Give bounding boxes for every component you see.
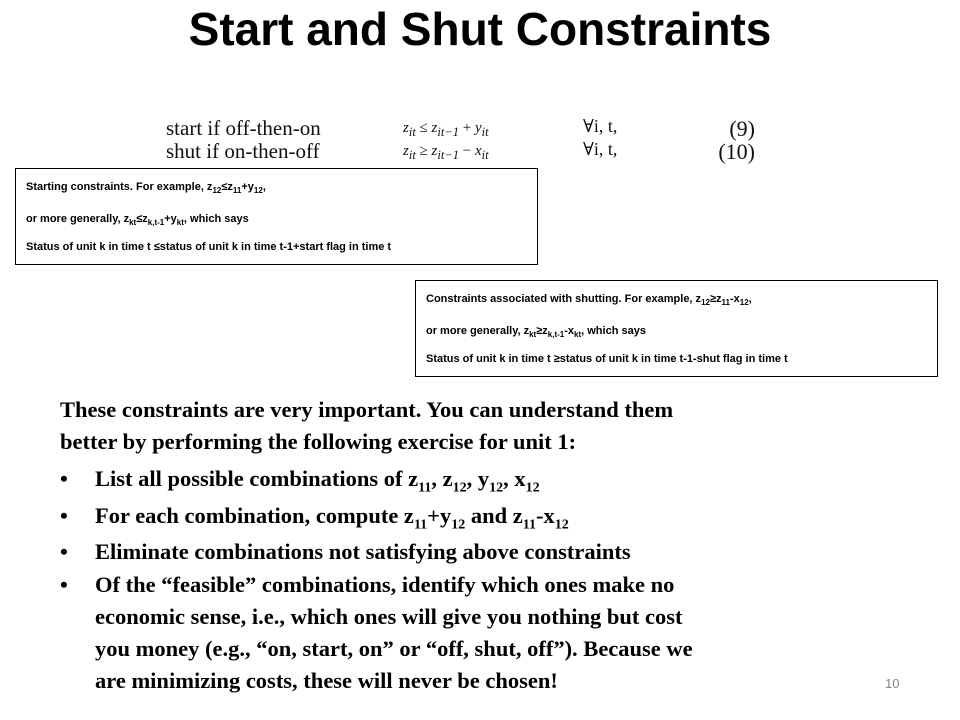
shut-callout-line-2: or more generally, $z_{kt}\ge z_{k,t-1}-x_{kt}$, which says: [426, 325, 646, 340]
bullet-marker: •: [60, 572, 68, 597]
bullet-text: [95, 569, 693, 697]
equation-10-formula: $z_{it} \ge z_{it-1} - x_{it}$: [403, 143, 489, 162]
shut-constraints-callout: [415, 280, 938, 377]
shut-callout-line-1: Constraints associated with shutting. For example, $z_{12}\ge z_{11}-x_{12}$,: [426, 293, 752, 308]
start-constraints-callout: [15, 168, 538, 265]
bullet-marker: •: [60, 539, 68, 564]
start-callout-line-3: Status of unit k in time t ≤status of unit k in time t-1+start flag in time t: [26, 241, 392, 253]
intro-paragraph: [60, 394, 673, 458]
slide-title: Start and Shut Constraints: [188, 3, 772, 55]
bullet-text: Eliminate combinations not satisfying above constraints: [95, 539, 631, 564]
bullet-line-1: Of the “feasible” combinations, identify which ones make no: [95, 572, 675, 597]
equation-9-forall: ∀i, t,: [583, 116, 618, 136]
equation-10-number: (10): [718, 139, 755, 164]
intro-line-1: These constraints are very important. You can understand them: [60, 397, 674, 422]
equation-9-formula: $z_{it} \le z_{it-1} + y_{it}$: [403, 120, 489, 139]
intro-line-2: better by performing the following exercise for unit 1:: [60, 429, 577, 454]
equation-9-number: (9): [729, 116, 755, 141]
shut-callout-line-3: Status of unit k in time t ≥status of unit k in time t-1-shut flag in time t: [426, 353, 788, 365]
bullet-line-2: economic sense, i.e., which ones will give you nothing but cost: [95, 604, 683, 629]
bullet-marker: •: [60, 503, 68, 528]
bullet-line-3: you money (e.g., “on, start, on” or “off, shut, off”). Because we: [95, 636, 693, 661]
start-callout-line-2: or more generally, $z_{kt}\le z_{k,t-1}+y_{kt}$, which says: [26, 213, 249, 228]
equation-10-label: shut if on-then-off: [166, 139, 320, 163]
bullet-text: For each combination, compute $z_{11}+y_{12}$ and $z_{11}-x_{12}$: [95, 503, 569, 533]
page-number: 10: [885, 676, 900, 691]
bullet-text: List all possible combinations of $z_{11}$, $z_{12}$, $y_{12}$, $x_{12}$: [95, 466, 540, 496]
bullet-line-4: are minimizing costs, these will never be chosen!: [95, 668, 558, 693]
equation-9-label: start if off-then-on: [166, 116, 321, 140]
bullet-marker: •: [60, 466, 68, 491]
equation-10-forall: ∀i, t,: [583, 139, 618, 159]
start-callout-line-1: Starting constraints. For example, $z_{12}\le z_{11}+y_{12}$,: [26, 181, 266, 196]
